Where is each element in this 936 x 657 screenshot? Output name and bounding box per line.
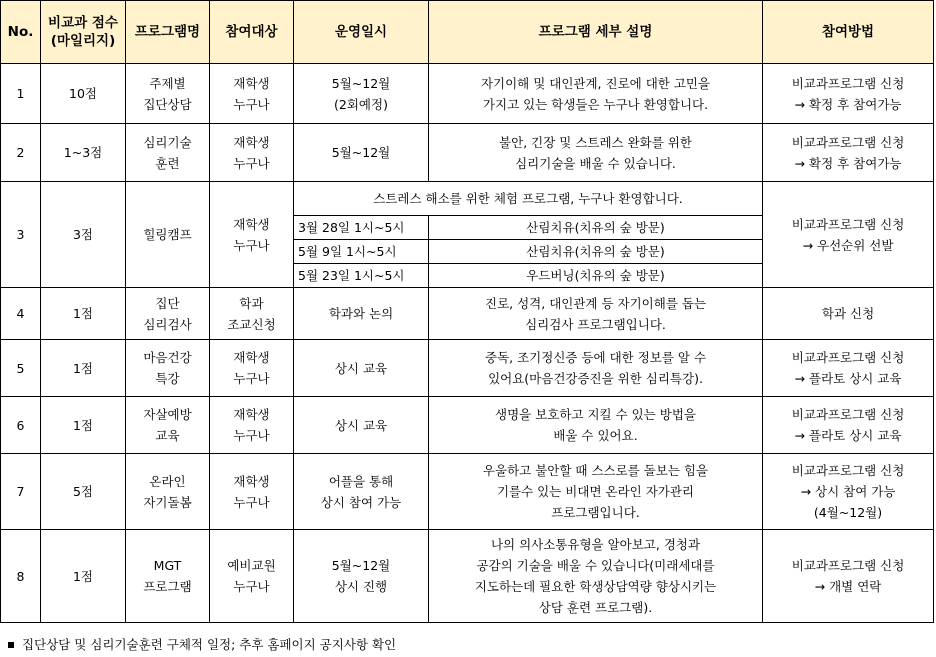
row-name: MGT 프로그램 <box>126 530 210 623</box>
camp-session-activity: 우드버닝(치유의 숲 방문) <box>429 264 763 288</box>
row-no: 7 <box>1 454 41 530</box>
row-description: 생명을 보호하고 지킬 수 있는 방법을 배울 수 있어요. <box>429 397 763 454</box>
header-description: 프로그램 세부 설명 <box>429 1 763 64</box>
table-row <box>1 530 934 623</box>
row-description: 진로, 성격, 대인관계 등 자기이해를 돕는 심리검사 프로그램입니다. <box>429 288 763 340</box>
row-method: 비교과프로그램 신청 → 플라토 상시 교육 <box>763 397 934 454</box>
row-points: 10점 <box>41 64 126 124</box>
row-description: 중독, 조기정신증 등에 대한 정보를 알 수 있어요(마음건강증진을 위한 심리특강). <box>429 340 763 397</box>
row-name: 심리기술 훈련 <box>126 124 210 182</box>
row-no: 2 <box>1 124 41 182</box>
row-target: 예비교원 누구나 <box>210 530 294 623</box>
row-method: 비교과프로그램 신청 → 상시 참여 가능 (4월~12월) <box>763 454 934 530</box>
row-name: 주제별 집단상담 <box>126 64 210 124</box>
footnote-text: 집단상담 및 심리기술훈련 구체적 일정; 추후 홈페이지 공지사항 확인 <box>22 637 397 652</box>
row-schedule: 상시 교육 <box>294 397 429 454</box>
camp-session-date: 5월 23일 1시~5시 <box>294 264 429 288</box>
row-name: 마음건강 특강 <box>126 340 210 397</box>
row-points: 3점 <box>41 182 126 288</box>
row-description: 불안, 긴장 및 스트레스 완화를 위한 심리기술을 배울 수 있습니다. <box>429 124 763 182</box>
row-method: 비교과프로그램 신청 → 우선순위 선발 <box>763 182 934 288</box>
row-points: 1점 <box>41 397 126 454</box>
table-row <box>1 124 934 182</box>
camp-session-date: 5월 9일 1시~5시 <box>294 240 429 264</box>
row-points: 1점 <box>41 340 126 397</box>
row-description: 우울하고 불안할 때 스스로를 돌보는 힘을 기를수 있는 비대면 온라인 자가관리 프로그램입니다. <box>429 454 763 530</box>
table-row <box>1 64 934 124</box>
row-method: 비교과프로그램 신청 → 확정 후 참여가능 <box>763 64 934 124</box>
row-points: 1점 <box>41 288 126 340</box>
header-schedule: 운영일시 <box>294 1 429 64</box>
header-no: No. <box>1 1 41 64</box>
row-target: 학과 조교신청 <box>210 288 294 340</box>
table-row <box>1 454 934 530</box>
row-target: 재학생 누구나 <box>210 454 294 530</box>
row-description: 나의 의사소통유형을 알아보고, 경청과 공감의 기술을 배울 수 있습니다(미래세대를 지도하는데 필요한 학생상담역량 향상시키는 상담 훈련 프로그램). <box>429 530 763 623</box>
row-schedule: 상시 교육 <box>294 340 429 397</box>
row-target: 재학생 누구나 <box>210 340 294 397</box>
row-schedule: 5월~12월 상시 진행 <box>294 530 429 623</box>
row-name: 온라인 자기돌봄 <box>126 454 210 530</box>
row-no: 8 <box>1 530 41 623</box>
header-target: 참여대상 <box>210 1 294 64</box>
header-points: 비교과 점수 (마일리지) <box>41 1 126 64</box>
row-points: 5점 <box>41 454 126 530</box>
row-method: 비교과프로그램 신청 → 개별 연락 <box>763 530 934 623</box>
row-target: 재학생 누구나 <box>210 182 294 288</box>
row-schedule: 5월~12월 <box>294 124 429 182</box>
camp-session-activity: 산림치유(치유의 숲 방문) <box>429 240 763 264</box>
row-target: 재학생 누구나 <box>210 64 294 124</box>
row-points: 1~3점 <box>41 124 126 182</box>
row-no: 4 <box>1 288 41 340</box>
table-row <box>1 397 934 454</box>
row-name: 자살예방 교육 <box>126 397 210 454</box>
camp-session-date: 3월 28일 1시~5시 <box>294 216 429 240</box>
header-method: 참여방법 <box>763 1 934 64</box>
row-no: 3 <box>1 182 41 288</box>
row-no: 1 <box>1 64 41 124</box>
header-row <box>1 1 934 64</box>
row-description: 자기이해 및 대인관계, 진로에 대한 고민을 가지고 있는 학생들은 누구나 환영합니다. <box>429 64 763 124</box>
row-no: 5 <box>1 340 41 397</box>
square-bullet-icon <box>8 642 14 648</box>
row-points: 1점 <box>41 530 126 623</box>
row-method: 학과 신청 <box>763 288 934 340</box>
row-name: 힐링캠프 <box>126 182 210 288</box>
row-target: 재학생 누구나 <box>210 397 294 454</box>
footnote <box>8 636 396 654</box>
header-name: 프로그램명 <box>126 1 210 64</box>
row-schedule: 학과와 논의 <box>294 288 429 340</box>
row-no: 6 <box>1 397 41 454</box>
row-target: 재학생 누구나 <box>210 124 294 182</box>
table-row <box>1 288 934 340</box>
row-method: 비교과프로그램 신청 → 확정 후 참여가능 <box>763 124 934 182</box>
row-schedule: 5월~12월 (2회예정) <box>294 64 429 124</box>
camp-session-activity: 산림치유(치유의 숲 방문) <box>429 216 763 240</box>
row-schedule: 어플을 통해 상시 참여 가능 <box>294 454 429 530</box>
table-row <box>1 340 934 397</box>
row-method: 비교과프로그램 신청 → 플라토 상시 교육 <box>763 340 934 397</box>
camp-intro: 스트레스 해소를 위한 체험 프로그램, 누구나 환영합니다. <box>294 182 763 216</box>
row-name: 집단 심리검사 <box>126 288 210 340</box>
table-row <box>1 182 934 216</box>
